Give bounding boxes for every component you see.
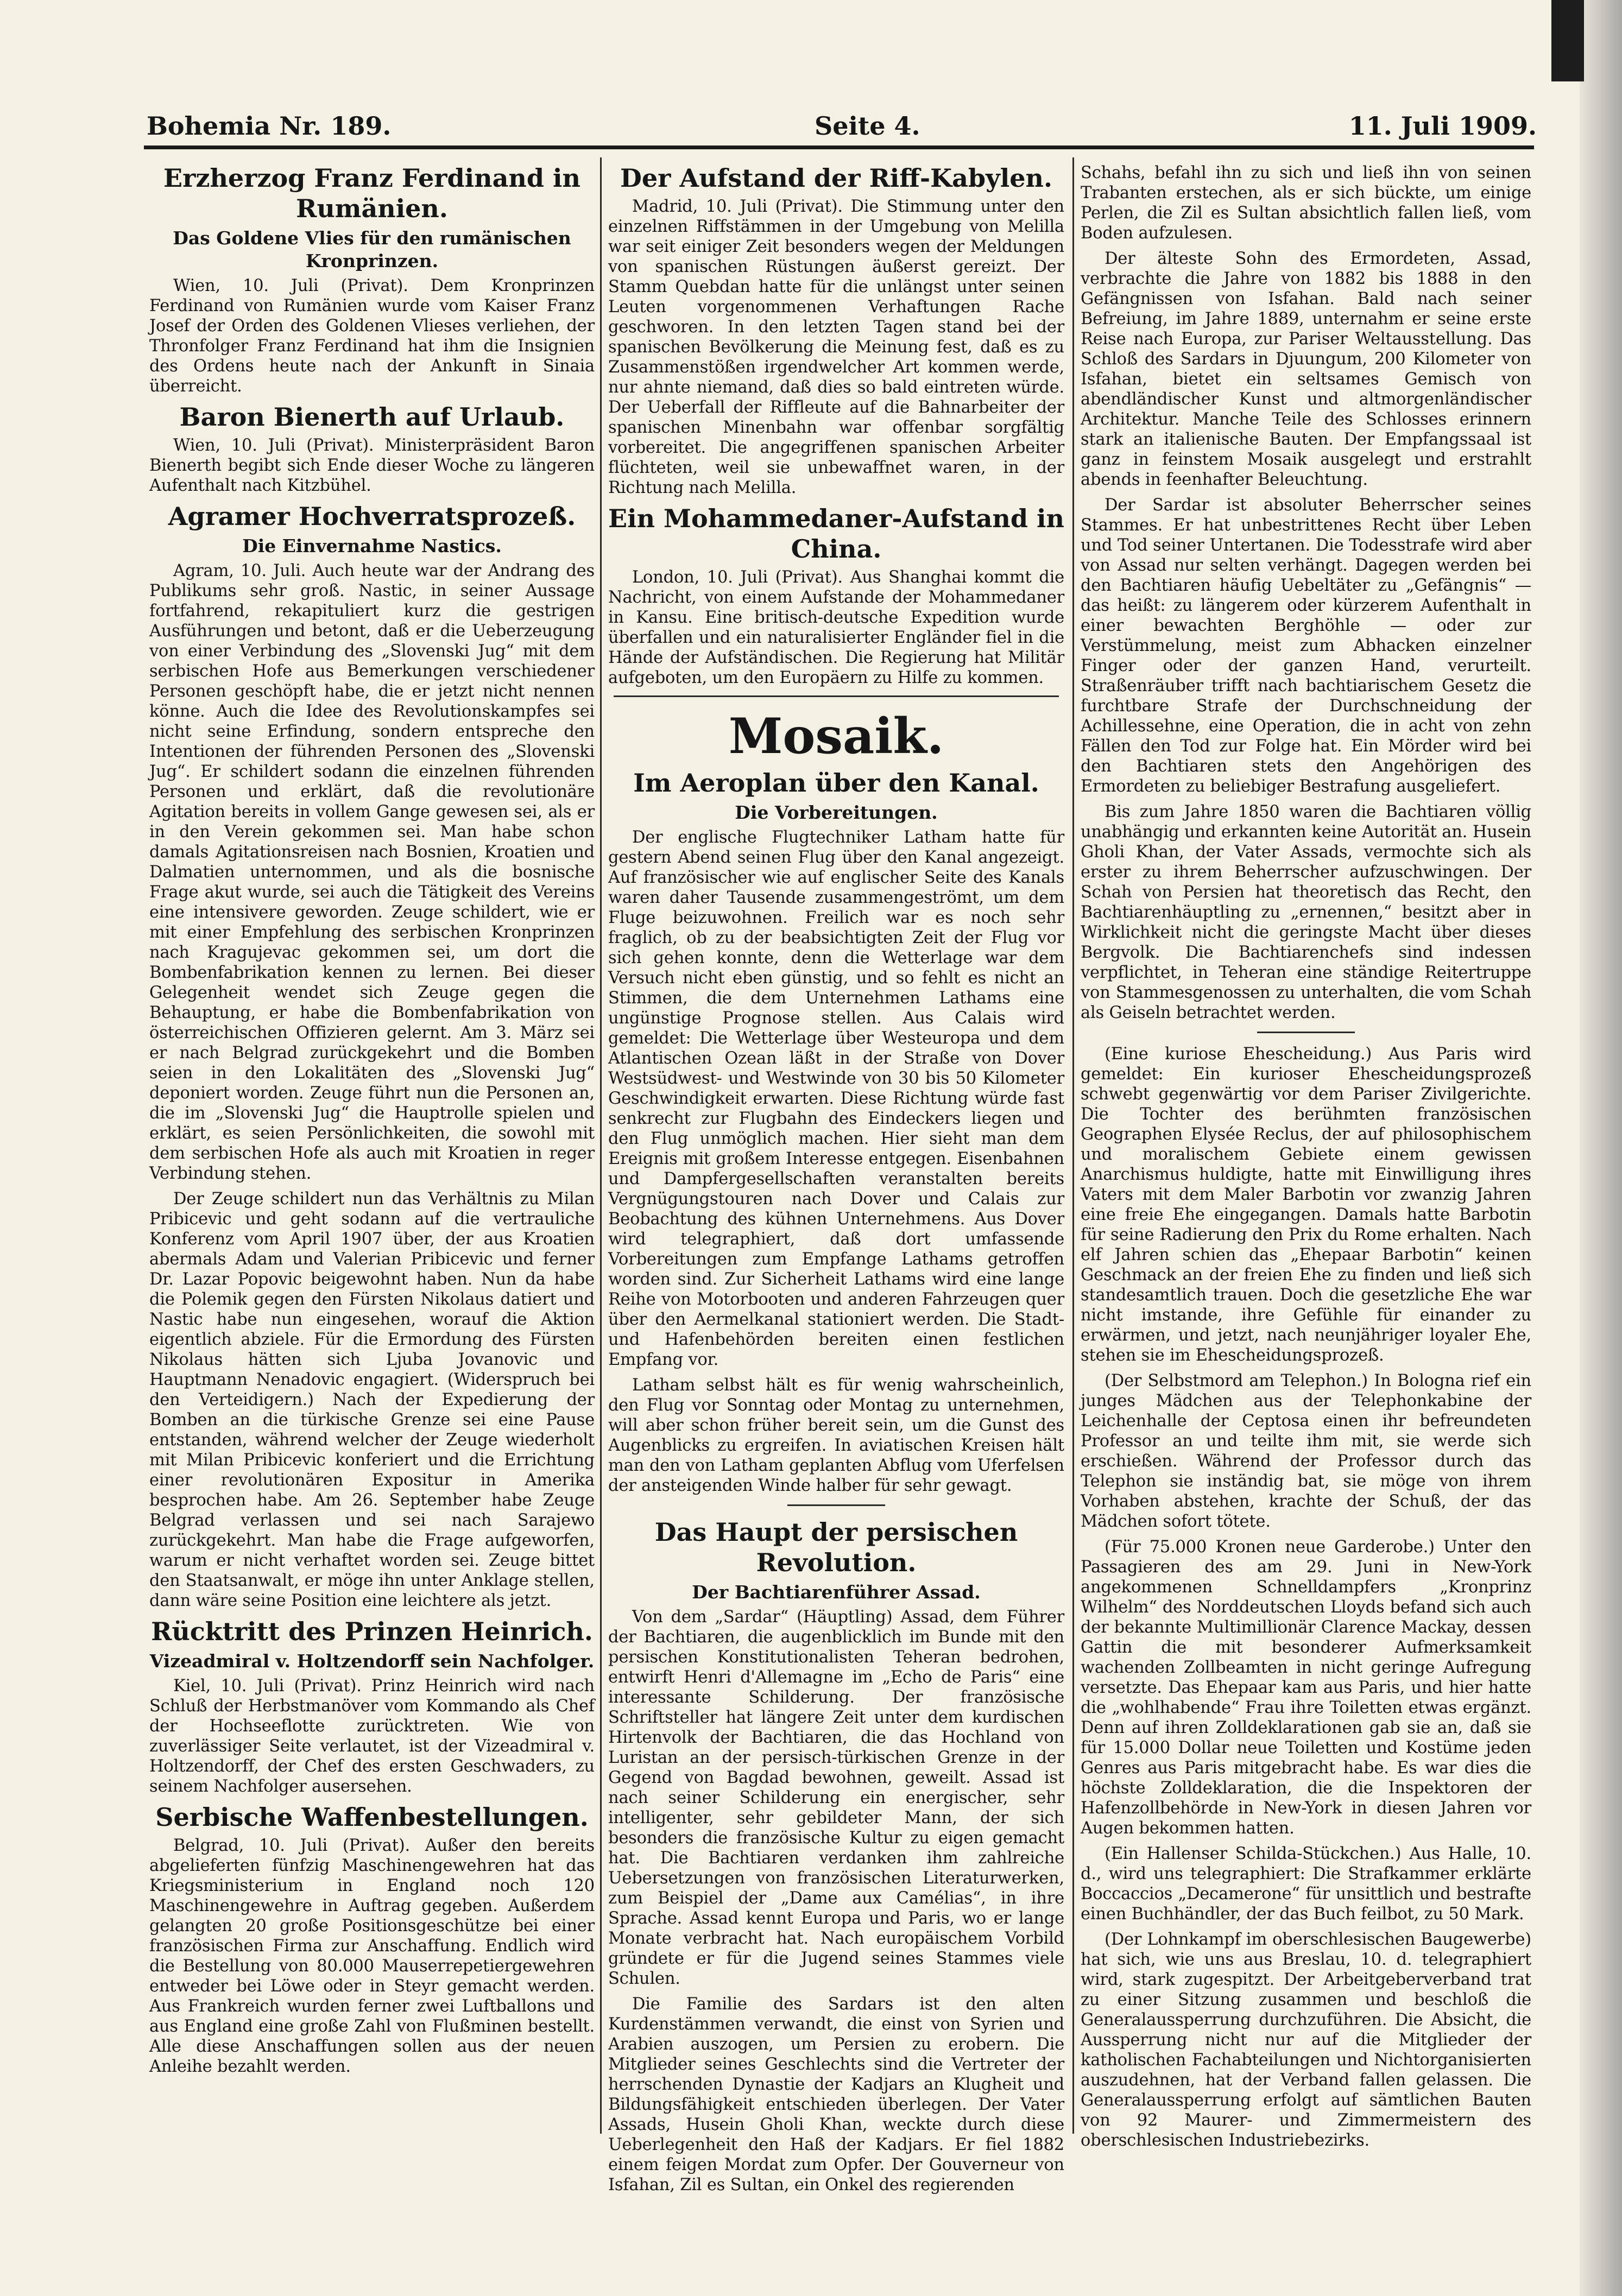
page-header xyxy=(147,111,1537,144)
scan-corner xyxy=(1551,0,1584,81)
article-paragraph: Latham selbst hält es für wenig wahrscheinlich, den Flug vor Sonntag oder Montag zu unternehmen, will aber schon früher bereit sein, um die Gunst des Augenblicks zu ergreifen. In aviatischen Kreisen hält man den von Latham geplanten Abflug vom Uferfelsen der ansteigenden Winde halber für sehr gewagt. xyxy=(608,1376,1064,1495)
article-subheadline: Vizeadmiral v. Holtzendorff sein Nachfolger. xyxy=(149,1650,595,1672)
article-paragraph: London, 10. Juli (Privat). Aus Shanghai kommt die Nachricht, von einem Aufstande der Mohammedaner in Kansu. Eine britisch-deutsche Expedition wurde überfallen und ein naturalisierter Engländer fiel in die Hände der Aufständischen. Die Regierung hat Militär aufgeboten, um den Europäern zu Hilfe zu kommen. xyxy=(608,568,1064,687)
article-subheadline: Die Einvernahme Nastics. xyxy=(242,535,502,556)
article-paragraph: (Für 75.000 Kronen neue Garderobe.) Unter den Passagieren des am 29. Juni in New-York angekommenen Schnelldampfers „Kronprinz Wilhelm“ des Norddeutschen Lloyds befand sich auch der bekannte Multimillionär Clarence Mackay, dessen Gattin die mit besonderer Aufmerksamkeit wachenden Zollbeamten in nicht geringe Aufregung versetzte. Das Ehepaar kam aus Paris, und hier hatte die „wohlhabende“ Frau ihre Toiletten etwas ergänzt. Denn auf ihren Zolldeklarationen gab sie an, daß sie für 15.000 Dollar neue Toiletten und Kostüme jeden Genres aus Paris mitgebracht habe. Es war dies die höchste Zolldeklaration, die die Inspektoren der Hafenzollbehörde in New-York in diesen Jahren vor Augen bekommen hatten. xyxy=(1081,1538,1531,1838)
article-paragraph: (Der Lohnkampf im oberschlesischen Baugewerbe) hat sich, wie uns aus Breslau, 10. d. telegraphiert wird, stark zugespitzt. Der Arbeitgeberverband trat zu einer Sitzung zusammen und beschloß die Generalaussperrung durchzuführen. Die Absicht, die Aussperrung nicht nur auf die Mitglieder der katholischen Fachabteilungen und Nichtorganisierten auszudehnen, hat der Verband fallen gelassen. Die Generalaussperrung erfolgt auf sämtlichen Bauten von 92 Maurer- und Zimmermeistern des oberschlesischen Industriebezirks. xyxy=(1081,1930,1531,2150)
article-paragraph: (Ein Hallenser Schilda-Stückchen.) Aus Halle, 10. d., wird uns telegraphiert: Die Strafkammer erklärte Boccaccios „Decamerone“ für unsittlich und bestrafte einen Buchhändler, der das Buch feilbot, zu 50 Mark. xyxy=(1081,1844,1531,1924)
article-headline: Erzherzog Franz Ferdinand in Rumänien. xyxy=(163,163,580,223)
scan-edge xyxy=(1580,0,1622,2296)
article-subheadline: Die Vorbereitungen. xyxy=(735,802,938,823)
article-paragraph: Wien, 10. Juli (Privat). Ministerpräsident Baron Bienerth begibt sich Ende dieser Woche zu längeren Aufenthalt nach Kitzbühel. xyxy=(149,436,595,495)
article-paragraph: Von dem „Sardar“ (Häuptling) Assad, dem Führer der Bachtiaren, die augenblicklich im Bunde mit den persischen Konstitutionalisten Teheran bedrohen, entwirft Henri d'Allemagne im „Echo de Paris“ eine interessante Schilderung. Der französische Schriftsteller hat längere Zeit unter dem kurdischen Hirtenvolk der Bachtiaren, die das Hochland von Luristan an der persisch-türkischen Grenze in der Gegend von Bagdad bewohnen, geweilt. Assad ist nach seiner Schilderung ein energischer, sehr intelligenter, sehr gebildeter Mann, der sich besonders die französische Kultur zu eigen gemacht hat. Die Bachtiaren verdanken ihm zahlreiche Uebersetzungen von französischen Literaturwerken, zum Beispiel der „Dame aux Camélias“, in ihre Sprache. Assad kennt Europa und Paris, wo er lange Monate verbracht hat. Nach europäischem Vorbild gründete er für die Jugend seines Stammes viele Schulen. xyxy=(608,1608,1064,1988)
article-paragraph: Der älteste Sohn des Ermordeten, Assad, verbrachte die Jahre von 1882 bis 1888 in den Gefängnissen von Isfahan. Bald nach seiner Befreiung, im Jahre 1889, unternahm er seine erste Reise nach Europa, zur Pariser Weltausstellung. Das Schloß des Sardars in Djuungum, 200 Kilometer von Isfahan, bietet ein seltsames Gemisch von abendländischer Kunst und altmorgenländischer Architektur. Manche Teile des Schlosses erinnern stark an italienische Bauten. Der Empfangssaal ist ganz in feinstem Mosaik ausgelegt und erstrahlt abends in feenhafter Beleuchtung. xyxy=(1081,249,1531,489)
section-rule xyxy=(614,695,1059,697)
masthead-issue: Bohemia Nr. 189. xyxy=(147,111,392,141)
article-headline: Ein Mohammedaner-Aufstand in China. xyxy=(608,504,1064,564)
article-paragraph: Der englische Flugtechniker Latham hatte für gestern Abend seinen Flug über den Kanal angezeigt. Auf französischer wie auf englischer Seite des Kanals waren daher Tausende zusammengeströmt, um dem Fluge beizuwohnen. Freilich war es noch sehr fraglich, ob zu der beabsichtigten Zeit der Flug vor sich gehen konnte, denn die Wetterlage war dem Versuch nicht eben günstig, und so fehlt es nicht an Stimmen, die dem Unternehmen Lathams eine ungünstige Prognose stellen. Aus Calais wird gemeldet: Die Wetterlage über Westeuropa und dem Atlantischen Ozean läßt in der Straße von Dover Westsüdwest- und Westwinde von 30 bis 50 Kilometer Geschwindigkeit erwarten. Diese Richtung würde fast senkrecht zur Flugbahn des Eindeckers liegen und den Flug unmöglich machen. Hier sieht man dem Ereignis mit großem Interesse entgegen. Eisenbahnen und Dampfergesellschaften veranstalten bereits Vergnügungstouren nach Dover und Calais zur Beobachtung des kühnen Unternehmens. Aus Dover wird telegraphiert, daß dort umfassende Vorbereitungen zum Empfange Lathams getroffen worden sind. Zur Sicherheit Lathams wird eine lange Reihe von Motorbooten und anderen Fahrzeugen quer über den Aermelkanal stationiert werden. Die Stadt- und Hafenbehörden bereiten einen festlichen Empfang vor. xyxy=(608,828,1064,1369)
article-headline: Serbische Waffenbestellungen. xyxy=(155,1802,589,1832)
article-paragraph: Belgrad, 10. Juli (Privat). Außer den bereits abgelieferten fünfzig Maschinengewehren hat das Kriegsministerium in England noch 120 Maschinengewehre in Auftrag gegeben. Außerdem gelangten 20 große Positionsgeschütze bei einer französischen Firma zur Anschaffung. Endlich wird die Bestellung von 80.000 Mauserrepetiergewehren entweder bei Löwe oder in Steyr gemacht werden. Aus Frankreich wurden ferner zwei Luftballons und aus England eine große Zahl von Flußminen bestellt. Alle diese Anschaffungen sollen aus der neuen Anleihe bezahlt werden. xyxy=(149,1836,595,2076)
article-headline: Das Haupt der persischen Revolution. xyxy=(654,1517,1018,1577)
article-divider xyxy=(787,1504,885,1506)
article-paragraph: Kiel, 10. Juli (Privat). Prinz Heinrich wird nach Schluß der Herbstmanöver vom Kommando als Chef der Hochseeflotte zurücktreten. Wie von zuverlässiger Seite verlautet, ist der Vizeadmiral v. Holtzendorff, der Chef des ersten Geschwaders, zu seinem Nachfolger ausersehen. xyxy=(149,1677,595,1796)
section-title: Mosaik. xyxy=(728,707,944,765)
page-number: Seite 4. xyxy=(815,111,920,141)
article-headline: Agramer Hochverratsprozeß. xyxy=(168,502,576,531)
column-2 xyxy=(608,163,1064,2194)
issue-date: 11. Juli 1909. xyxy=(1348,111,1537,141)
article-headline: Baron Bienerth auf Urlaub. xyxy=(179,402,565,432)
article-paragraph: Die Familie des Sardars ist den alten Kurdenstämmen verwandt, die einst von Syrien und Arabien auszogen, um Persien zu erobern. Die Mitglieder seines Geschlechts sind die Vertreter der herrschenden Dynastie der Kadjars an Klugheit und Bildungsfähigkeit entschieden überlegen. Der Vater Assads, Husein Gholi Khan, weckte durch diese Ueberlegenheit den Haß der Kadjars. Er fiel 1882 einem feigen Mordat zum Opfer. Der Gouverneur von Isfahan, Zil es Sultan, ein Onkel des regierenden xyxy=(608,1995,1064,2194)
article-paragraph: (Der Selbstmord am Telephon.) In Bologna rief ein junges Mädchen aus der Telephonkabine der Leichenhalle der Ceptosa einen ihr befreundeten Professor an und teilte ihm mit, sie werde sich erschießen. Während der Professor durch das Telephon sie inständig bat, sie möge von ihrem Vorhaben abstehen, krachte der Schuß, der das Mädchen sofort tötete. xyxy=(1081,1371,1531,1531)
article-subheadline: Das Goldene Vlies für den rumänischen Kronprinzen. xyxy=(173,227,571,271)
article-paragraph: (Eine kuriose Ehescheidung.) Aus Paris wird gemeldet: Ein kurioser Ehescheidungsprozeß schwebt gegenwärtig vor dem Pariser Zivilgerichte. Die Tochter des berühmten französischen Geographen Elysée Reclus, der auf philosophischem und moralischem Gebiete einem gewissen Anarchismus huldigte, hatte mit Einwilligung ihres Vaters mit dem Maler Barbotin vor zwanzig Jahren eine freie Ehe eingegangen. Damals hatte Barbotin für seine Radierung den Prix du Rome erhalten. Nach elf Jahren schien das „Ehepaar Barbotin“ keinen Geschmack an der freien Ehe zu finden und ließ sich standesamtlich trauen. Doch die gesetzliche Ehe war nicht imstande, ihre Gefühle für einander zu erwärmen, und jetzt, nach neunjähriger loyaler Ehe, stehen sie im Ehescheidungsprozeß. xyxy=(1081,1045,1531,1365)
article-headline: Rücktritt des Prinzen Heinrich. xyxy=(151,1617,593,1646)
column-1 xyxy=(149,163,595,2172)
article-paragraph: Wien, 10. Juli (Privat). Dem Kronprinzen Ferdinand von Rumänien wurde vom Kaiser Franz Josef der Orden des Goldenen Vlieses verliehen, der Thronfolger Franz Ferdinand hat ihm die Insignien des Ordens heute nach der Ankunft in Sinaia überreicht. xyxy=(149,276,595,396)
header-rule xyxy=(144,146,1534,149)
article-headline: Der Aufstand der Riff-Kabylen. xyxy=(620,163,1052,193)
article-headline: Im Aeroplan über den Kanal. xyxy=(633,768,1039,798)
article-divider xyxy=(1257,1032,1355,1033)
article-paragraph: Der Zeuge schildert nun das Verhältnis zu Milan Pribicevic und geht sodann auf die vertrauliche Konferenz vom April 1907 über, der aus Kroatien abermals Adam und Valerian Pribicevic und ferner Dr. Lazar Popovic beigewohnt haben. Nun da habe die Polemik gegen den Fürsten Nikolaus datiert und Nastic habe nun eingesehen, worauf die Aktion eigentlich abziele. Für die Ermordung des Fürsten Nikolaus hätten sich Ljuba Jovanovic und Hauptmann Nenadovic engagiert. (Widerspruch bei den Verteidigern.) Nach der Expedierung der Bomben an die türkische Grenze sei eine Pause entstanden, während welcher der Zeuge wiederholt mit Milan Pribicevic konferiert und die Errichtung einer revolutionären Expositur in Amerika besprochen habe. Am 26. September habe Zeuge Belgrad verlassen und sei nach Sarajewo zurückgekehrt. Man habe die Frage aufgeworfen, warum er nicht verhaftet worden sei. Zeuge bittet den Staatsanwalt, er möge ihn unter Anklage stellen, dann wäre seine Position eine leichtere als jetzt. xyxy=(149,1190,595,1610)
article-subheadline: Der Bachtiarenführer Assad. xyxy=(692,1582,981,1603)
column-divider xyxy=(1072,157,1074,2134)
column-3 xyxy=(1081,163,1531,2172)
article-paragraph: Madrid, 10. Juli (Privat). Die Stimmung unter den einzelnen Riffstämmen in der Umgebung von Melilla war seit einiger Zeit besonders wegen der Meldungen von spanischen Rüstungen äußerst gereizt. Der Stamm Quebdan hatte für die unlängst unter seinen Leuten vorgenommenen Verhaftungen Rache geschworen. In den letzten Tagen stand bei der spanischen Bevölkerung die Meinung fest, daß es zu Zusammenstößen irgendwelcher Art kommen werde, nur ahnte niemand, daß dies so bald eintreten würde. Der Ueberfall der Riffleute auf die Bahnarbeiter der spanischen Minenbahn war offenbar sorgfältig vorbereitet. Die angegriffenen spanischen Arbeiter flüchteten, weil sie unbewaffnet waren, in der Richtung nach Melilla. xyxy=(608,197,1064,497)
article-paragraph: Bis zum Jahre 1850 waren die Bachtiaren völlig unabhängig und erkannten keine Autorität an. Husein Gholi Khan, der Vater Assads, vermochte sich als erster zu ihrem Beherrscher aufzuschwingen. Der Schah von Persien hat theoretisch das Recht, den Bachtiarenhäuptling zu „ernennen,“ besitzt aber in Wirklichkeit nicht die geringste Macht über dieses Bergvolk. Die Bachtiarenchefs sind indessen verpflichtet, in Teheran eine ständige Reitertruppe von Stammesgenossen zu unterhalten, die vom Schah als Geiseln betrachtet werden. xyxy=(1081,802,1531,1022)
article-paragraph: Agram, 10. Juli. Auch heute war der Andrang des Publikums sehr groß. Nastic, in seiner Aussage fortfahrend, rekapituliert kurz die gestrigen Ausführungen und betont, daß er die Ueberzeugung von einer Verbindung des „Slovenski Jug“ mit dem serbischen Hofe aus Bemerkungen verschiedener Personen geschöpft habe, die er jetzt nicht nennen könne. Auch die Idee des Revolutionskampfes sei nicht seine Erfindung, sondern entspreche den Intentionen der führenden Personen des „Slovenski Jug“. Er schildert sodann die einzelnen führenden Personen und erklärt, daß die revolutionäre Agitation bereits in vollem Gange gewesen sei, als er in den Verein gekommen sei. Man habe schon damals Agitationsreisen nach Bosnien, Kroatien und Dalmatien unternommen, und als die bosnische Frage akut wurde, sei auch die Tätigkeit des Vereins eine intensivere geworden. Zeuge schildert, wie er mit einer Empfehlung des serbischen Kronprinzen nach Kragujevac gekommen sei, um dort die Bombenfabrikation kennen zu lernen. Bei dieser Gelegenheit wendet sich Zeuge gegen die Behauptung, er habe die Bombenfabrikation von österreichischen Offizieren gelernt. Am 3. März sei er nach Belgrad zurückgekehrt und die Bomben seien in den Lokalitäten des „Slovenski Jug“ deponiert worden. Zeuge führt nun die Personen an, die im „Slovenski Jug“ die Hauptrolle spielen und erklärt, es seien Persönlichkeiten, die sowohl mit dem serbischen Hofe als auch mit Kroatien in reger Verbindung stehen. xyxy=(149,561,595,1183)
article-paragraph: Der Sardar ist absoluter Beherrscher seines Stammes. Er hat unbestrittenes Recht über Leben und Tod seiner Untertanen. Die Todesstrafe wird aber von Assad nur selten verhängt. Dagegen werden bei den Bachtiaren häufig Uebeltäter zu „Gefängnis“ — das heißt: zu längerem oder kürzerem Aufenthalt in einer bewachten Berghöhle — oder zur Verstümmelung, meist zum Abhacken einzelner Finger oder der ganzen Hand, verurteilt. Straßenräuber trifft nach bachtiarischem Gesetz die furchtbare Strafe der Durchschneidung der Achillessehne, eine Operation, die in acht von zehn Fällen den Tod zur Folge hat. Ein Mörder wird bei den Bachtiaren stets den Angehörigen des Ermordeten zu beliebiger Bestrafung ausgeliefert. xyxy=(1081,496,1531,796)
article-paragraph: Schahs, befahl ihn zu sich und ließ ihn von seinen Trabanten erstechen, als er sich bückte, um einige Perlen, die Zil es Sultan absichtlich fallen ließ, vom Boden aufzulesen. xyxy=(1081,163,1531,243)
column-divider xyxy=(600,157,602,2134)
